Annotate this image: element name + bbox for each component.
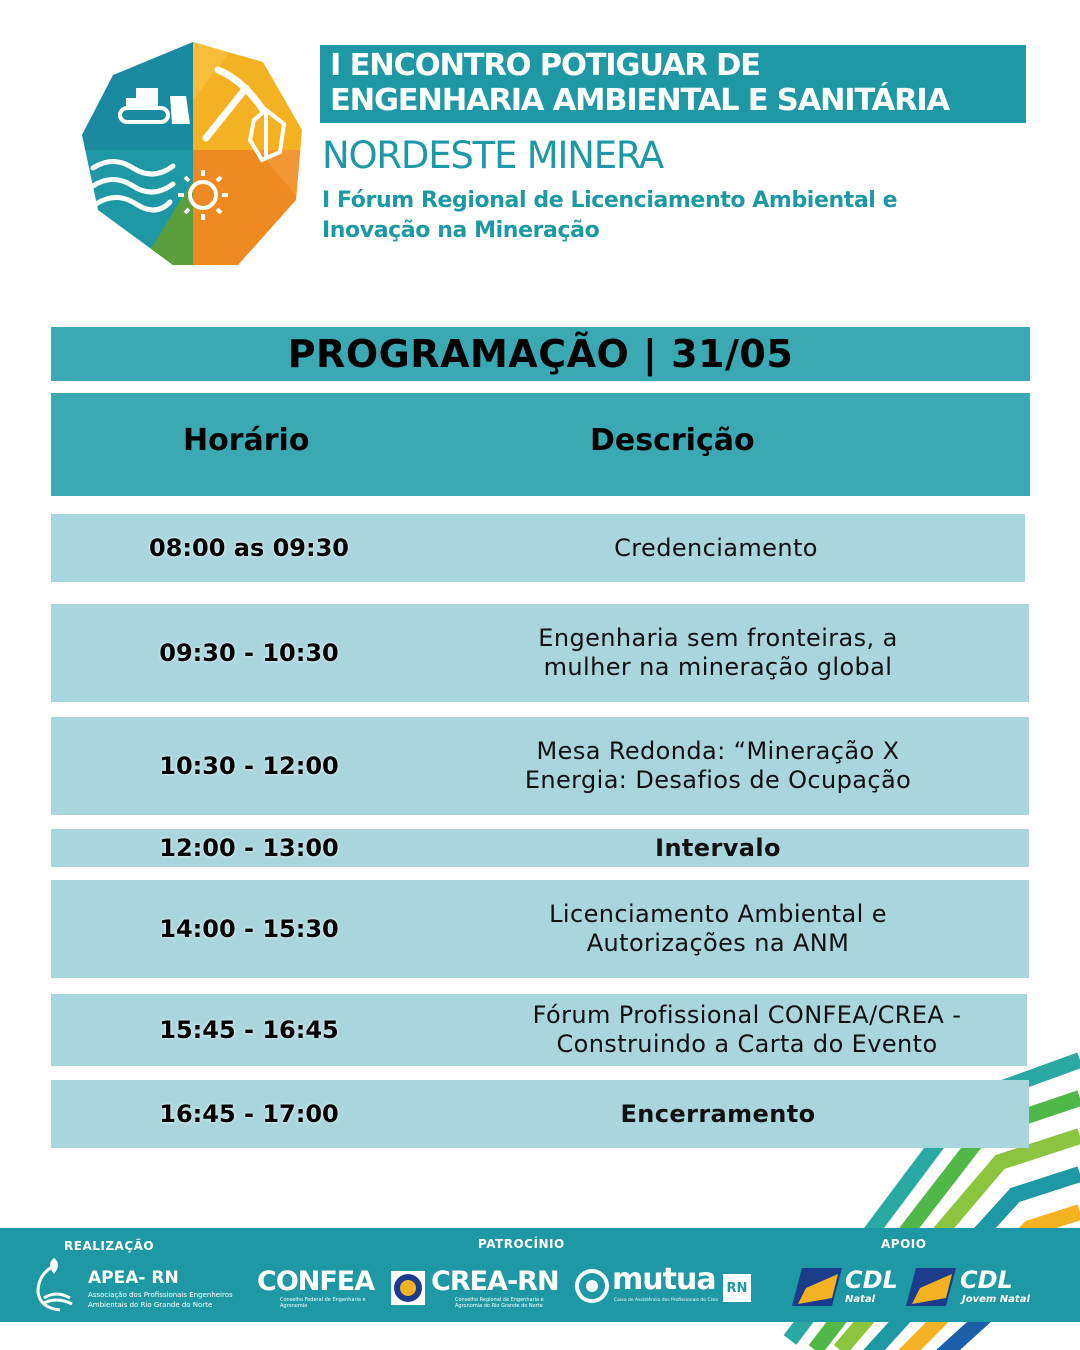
apea-description: Associação dos Profissionais Engenheiros Ambientais do Rio Grande do Norte [88, 1291, 233, 1309]
table-row [51, 604, 1029, 702]
program-heading-text: PROGRAMAÇÃO | 31/05 [287, 332, 794, 376]
row-time: 09:30 - 10:30 [159, 639, 339, 667]
label-apoio: APOIO [881, 1237, 927, 1251]
crea-emblem-icon [390, 1270, 426, 1306]
sponsor-footer [0, 1228, 1080, 1322]
cdl-natal-emblem-icon [792, 1268, 842, 1306]
table-header [51, 393, 1030, 496]
table-row [51, 514, 1025, 582]
event-subtitle: NORDESTE MINERA [322, 134, 664, 177]
rn-badge: RN [723, 1274, 751, 1302]
row-description: Encerramento [620, 1099, 816, 1128]
cdl-jovem-logo: CDL [960, 1266, 1013, 1294]
row-description: Engenharia sem fronteiras, a mulher na mineração global [538, 624, 898, 681]
title-line-1: I ENCONTRO POTIGUAR DE [330, 48, 760, 83]
event-logo [78, 40, 308, 270]
apea-name: APEA- RN [88, 1268, 179, 1288]
cdl-jovem-subtitle: Jovem Natal [962, 1294, 1030, 1305]
row-description: Credenciamento [614, 533, 818, 562]
row-time: 16:45 - 17:00 [159, 1100, 339, 1128]
row-description: Mesa Redonda: “Mineração X Energia: Desafios de Ocupação [524, 737, 912, 794]
row-time: 12:00 - 13:00 [159, 834, 339, 862]
forum-line-1: I Fórum Regional de Licenciamento Ambiental e [322, 188, 898, 213]
row-description: Licenciamento Ambiental e Autorizações na ANM [549, 900, 887, 957]
confea-subtitle: Conselho Federal de Engenharia e Agronomia [280, 1297, 366, 1309]
label-patrocinio: PATROCÍNIO [478, 1237, 565, 1251]
table-row [51, 829, 1029, 867]
cdl-jovem-emblem-icon [906, 1268, 956, 1306]
forum-line-2: Inovação na Mineração [322, 218, 600, 243]
table-row [51, 880, 1029, 978]
table-row [51, 994, 1027, 1066]
mutua-emblem-icon [574, 1268, 610, 1304]
label-realizacao: REALIZAÇÃO [64, 1239, 155, 1253]
mutua-subtitle: Caixa de Assistência dos Profissionais do Crea [614, 1298, 718, 1303]
crea-rn-subtitle: Conselho Regional de Engenharia e Agronomia do Rio Grande do Norte [455, 1297, 544, 1309]
table-row [51, 1080, 1029, 1148]
column-header-time: Horário [183, 423, 310, 458]
row-description: Intervalo [655, 833, 781, 862]
title-line-2: ENGENHARIA AMBIENTAL E SANITÁRIA [330, 83, 949, 118]
row-time: 14:00 - 15:30 [159, 915, 339, 943]
crea-rn-logo: CREA-RN [431, 1266, 559, 1297]
cdl-natal-logo: CDL [845, 1266, 898, 1294]
confea-logo: CONFEA [257, 1266, 375, 1297]
event-title [320, 45, 1026, 123]
forum-title [322, 186, 897, 246]
row-time: 08:00 as 09:30 [149, 534, 349, 562]
program-heading [51, 327, 1030, 381]
column-header-description: Descrição [590, 423, 755, 458]
table-row [51, 717, 1029, 815]
row-time: 15:45 - 16:45 [159, 1016, 339, 1044]
row-time: 10:30 - 12:00 [159, 752, 339, 780]
mutua-logo: mutua [612, 1262, 716, 1297]
apea-logo-icon [30, 1254, 82, 1314]
cdl-natal-subtitle: Natal [845, 1294, 876, 1305]
row-description: Fórum Profissional CONFEA/CREA - Construindo a Carta do Evento [532, 1001, 962, 1058]
